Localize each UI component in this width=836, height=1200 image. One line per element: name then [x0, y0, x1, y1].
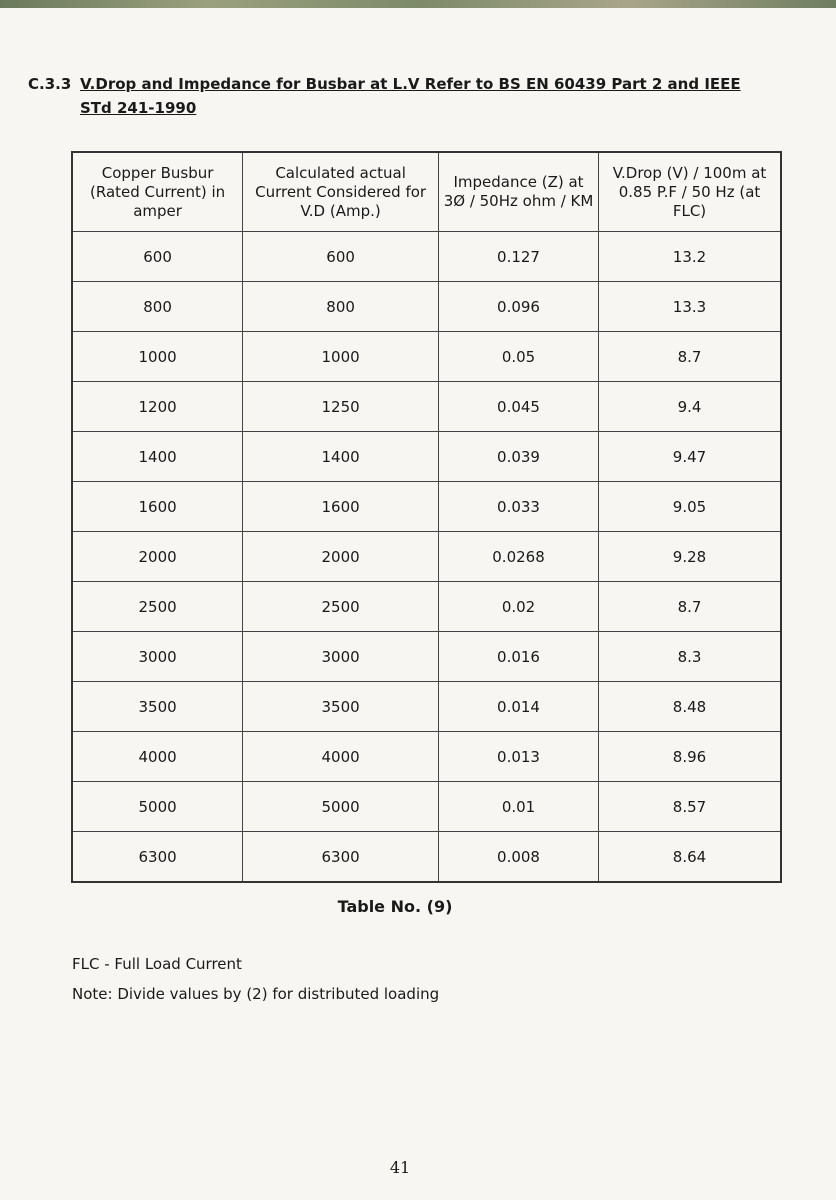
- vdrop-cell: 9.05: [599, 482, 782, 532]
- calculated-current-cell: 2000: [243, 532, 439, 582]
- impedance-cell: 0.0268: [439, 532, 599, 582]
- calculated-current-cell: 1250: [243, 382, 439, 432]
- impedance-cell: 0.01: [439, 782, 599, 832]
- table-row: [72, 432, 781, 482]
- table-row: [72, 732, 781, 782]
- vdrop-cell: 13.2: [599, 232, 782, 282]
- rated-current-cell: 5000: [72, 782, 243, 832]
- rated-current-cell: 1200: [72, 382, 243, 432]
- table-row: [72, 332, 781, 382]
- impedance-cell: 0.033: [439, 482, 599, 532]
- header-row: [72, 152, 781, 232]
- flc-definition: FLC - Full Load Current: [72, 955, 242, 973]
- rated-current-cell: 4000: [72, 732, 243, 782]
- busbar-table: [71, 151, 782, 883]
- impedance-cell: 0.008: [439, 832, 599, 883]
- table-row: [72, 382, 781, 432]
- rated-current-cell: 1000: [72, 332, 243, 382]
- vdrop-cell: 13.3: [599, 282, 782, 332]
- vdrop-cell: 9.47: [599, 432, 782, 482]
- header-calculated-current: Calculated actual Current Considered for V.D (Amp.): [243, 152, 439, 232]
- table-row: [72, 582, 781, 632]
- vdrop-cell: 8.57: [599, 782, 782, 832]
- rated-current-cell: 2000: [72, 532, 243, 582]
- calculated-current-cell: 6300: [243, 832, 439, 883]
- top-edge-band: [0, 0, 836, 8]
- rated-current-cell: 3500: [72, 682, 243, 732]
- calculated-current-cell: 800: [243, 282, 439, 332]
- calculated-current-cell: 2500: [243, 582, 439, 632]
- rated-current-cell: 2500: [72, 582, 243, 632]
- distributed-loading-note: Note: Divide values by (2) for distributed loading: [72, 985, 440, 1003]
- table-row: [72, 532, 781, 582]
- table-row: [72, 632, 781, 682]
- calculated-current-cell: 4000: [243, 732, 439, 782]
- rated-current-cell: 1400: [72, 432, 243, 482]
- page-number: 41: [389, 1158, 411, 1177]
- impedance-cell: 0.013: [439, 732, 599, 782]
- calculated-current-cell: 5000: [243, 782, 439, 832]
- table-row: [72, 232, 781, 282]
- calculated-current-cell: 1600: [243, 482, 439, 532]
- calculated-current-cell: 1000: [243, 332, 439, 382]
- rated-current-cell: 6300: [72, 832, 243, 883]
- vdrop-cell: 9.28: [599, 532, 782, 582]
- table-row: [72, 782, 781, 832]
- table-caption: Table No. (9): [337, 897, 453, 916]
- calculated-current-cell: 600: [243, 232, 439, 282]
- impedance-cell: 0.014: [439, 682, 599, 732]
- section-title-line2: STd 241-1990: [80, 99, 197, 117]
- vdrop-cell: 8.3: [599, 632, 782, 682]
- impedance-cell: 0.039: [439, 432, 599, 482]
- table-row: [72, 282, 781, 332]
- impedance-cell: 0.05: [439, 332, 599, 382]
- impedance-cell: 0.045: [439, 382, 599, 432]
- table-row: [72, 832, 781, 883]
- impedance-cell: 0.016: [439, 632, 599, 682]
- calculated-current-cell: 1400: [243, 432, 439, 482]
- section-number: C.3.3: [28, 75, 72, 93]
- vdrop-cell: 8.7: [599, 582, 782, 632]
- vdrop-cell: 8.64: [599, 832, 782, 883]
- section-heading: [28, 72, 808, 120]
- header-vdrop: V.Drop (V) / 100m at 0.85 P.F / 50 Hz (at FLC): [599, 152, 782, 232]
- table-row: [72, 482, 781, 532]
- rated-current-cell: 3000: [72, 632, 243, 682]
- table-row: [72, 682, 781, 732]
- vdrop-cell: 8.96: [599, 732, 782, 782]
- vdrop-cell: 8.48: [599, 682, 782, 732]
- header-rated-current: Copper Busbur (Rated Current) in amper: [72, 152, 243, 232]
- rated-current-cell: 800: [72, 282, 243, 332]
- vdrop-cell: 8.7: [599, 332, 782, 382]
- impedance-cell: 0.02: [439, 582, 599, 632]
- vdrop-cell: 9.4: [599, 382, 782, 432]
- impedance-cell: 0.127: [439, 232, 599, 282]
- calculated-current-cell: 3500: [243, 682, 439, 732]
- rated-current-cell: 1600: [72, 482, 243, 532]
- rated-current-cell: 600: [72, 232, 243, 282]
- impedance-cell: 0.096: [439, 282, 599, 332]
- section-title-line1: V.Drop and Impedance for Busbar at L.V Refer to BS EN 60439 Part 2 and IEEE: [80, 75, 741, 93]
- header-impedance: Impedance (Z) at 3Ø / 50Hz ohm / KM: [439, 152, 599, 232]
- calculated-current-cell: 3000: [243, 632, 439, 682]
